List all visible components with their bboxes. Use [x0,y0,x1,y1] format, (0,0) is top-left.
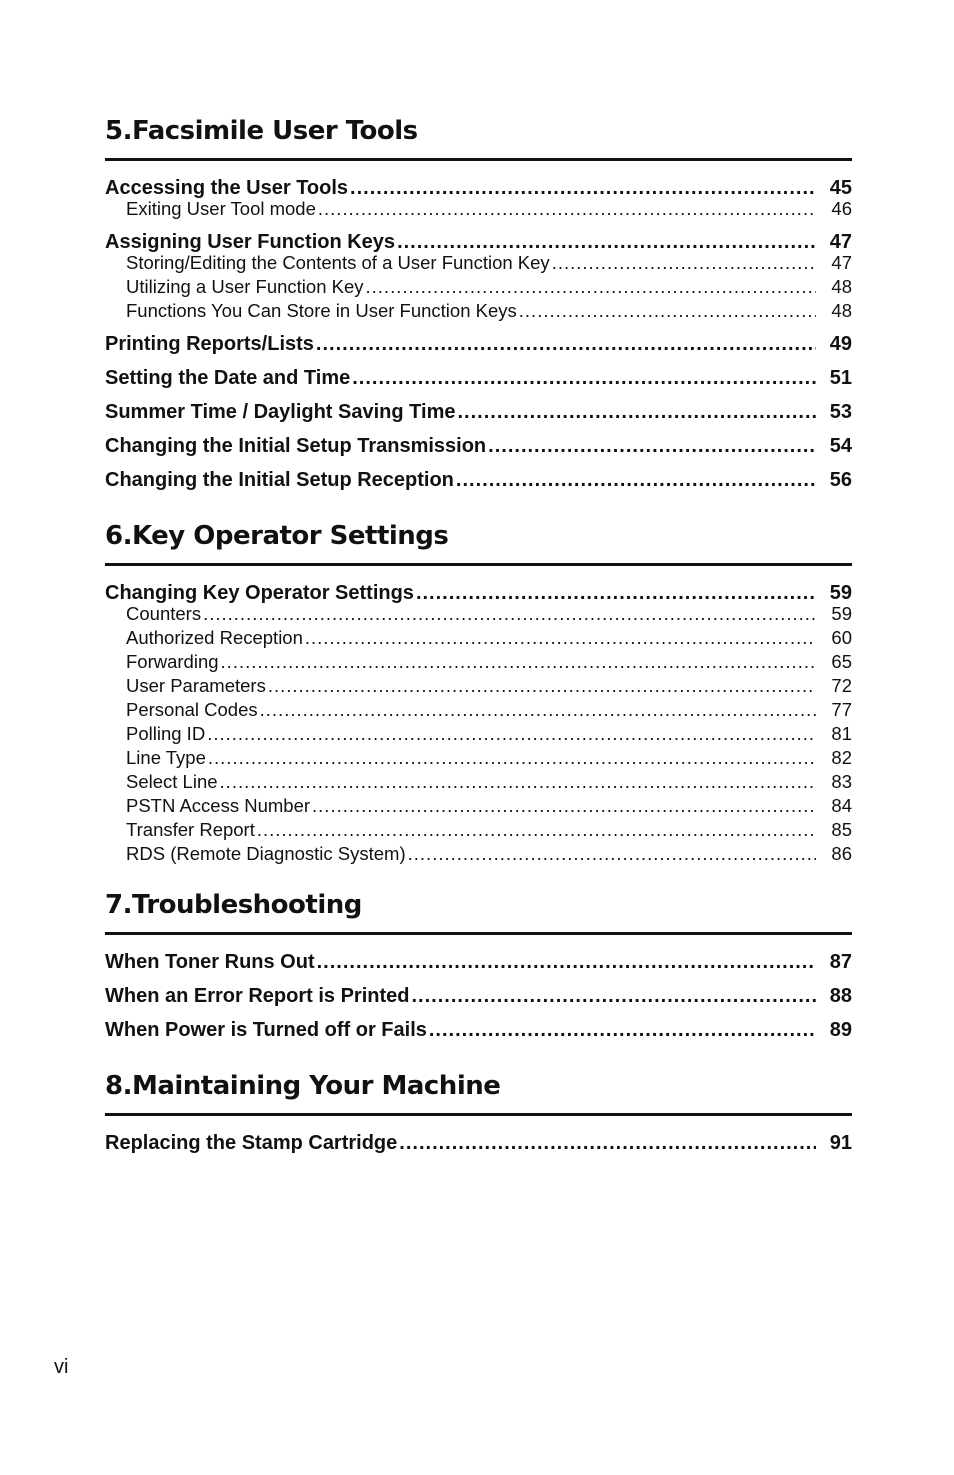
toc-entry[interactable]: Changing the Initial Setup Reception ..... 56 [105,463,852,497]
toc-entry[interactable]: When Toner Runs Out ..... 87 [105,945,852,979]
toc-entry[interactable]: Changing the Initial Setup Transmission ..... 54 [105,429,852,463]
chapter-7 [105,886,852,1047]
chapter-title: 7.Troubleshooting [105,886,852,935]
toc-subentry[interactable]: Functions You Can Store in User Function Keys ..... 48 [105,299,852,323]
page-folio: vi [54,1356,69,1378]
table-of-contents [105,112,852,1180]
toc-list [105,576,852,866]
toc-subentry[interactable]: Transfer Report ..... 85 [105,818,852,842]
toc-entry[interactable]: Summer Time / Daylight Saving Time ..... 53 [105,395,852,429]
toc-subentry[interactable]: Forwarding ..... 65 [105,650,852,674]
toc-subentry[interactable]: User Parameters ..... 72 [105,674,852,698]
toc-subentry[interactable]: PSTN Access Number ..... 84 [105,794,852,818]
toc-subentry[interactable]: Exiting User Tool mode ..... 46 [105,197,852,221]
toc-entry[interactable]: Accessing the User Tools ..... 45 [105,171,852,205]
toc-subentry[interactable]: Polling ID ..... 81 [105,722,852,746]
toc-subentry[interactable]: Storing/Editing the Contents of a User Function Key ..... 47 [105,251,852,275]
toc-subentry[interactable]: Utilizing a User Function Key ..... 48 [105,275,852,299]
toc-subentry[interactable]: Line Type ..... 82 [105,746,852,770]
chapter-title: 5.Facsimile User Tools [105,112,852,161]
toc-entry[interactable]: Changing Key Operator Settings ..... 59 [105,576,852,610]
toc-entry[interactable]: Setting the Date and Time ..... 51 [105,361,852,395]
toc-entry[interactable]: Assigning User Function Keys ..... 47 [105,225,852,259]
toc-entry[interactable]: When Power is Turned off or Fails ..... 89 [105,1013,852,1047]
toc-entry[interactable]: Printing Reports/Lists ..... 49 [105,327,852,361]
chapter-title: 6.Key Operator Settings [105,517,852,566]
toc-subentry[interactable]: Counters ..... 59 [105,602,852,626]
toc-subentry[interactable]: Personal Codes ..... 77 [105,698,852,722]
chapter-8 [105,1067,852,1160]
toc-entry[interactable]: Replacing the Stamp Cartridge ..... 91 [105,1126,852,1160]
chapter-title: 8.Maintaining Your Machine [105,1067,852,1116]
toc-subentry[interactable]: Select Line ..... 83 [105,770,852,794]
toc-subentry[interactable]: RDS (Remote Diagnostic System) ..... 86 [105,842,852,866]
toc-list [105,945,852,1047]
toc-subentry[interactable]: Authorized Reception ..... 60 [105,626,852,650]
toc-entry[interactable]: When an Error Report is Printed ..... 88 [105,979,852,1013]
chapter-5 [105,112,852,497]
toc-list [105,171,852,497]
toc-list [105,1126,852,1160]
chapter-6 [105,517,852,866]
